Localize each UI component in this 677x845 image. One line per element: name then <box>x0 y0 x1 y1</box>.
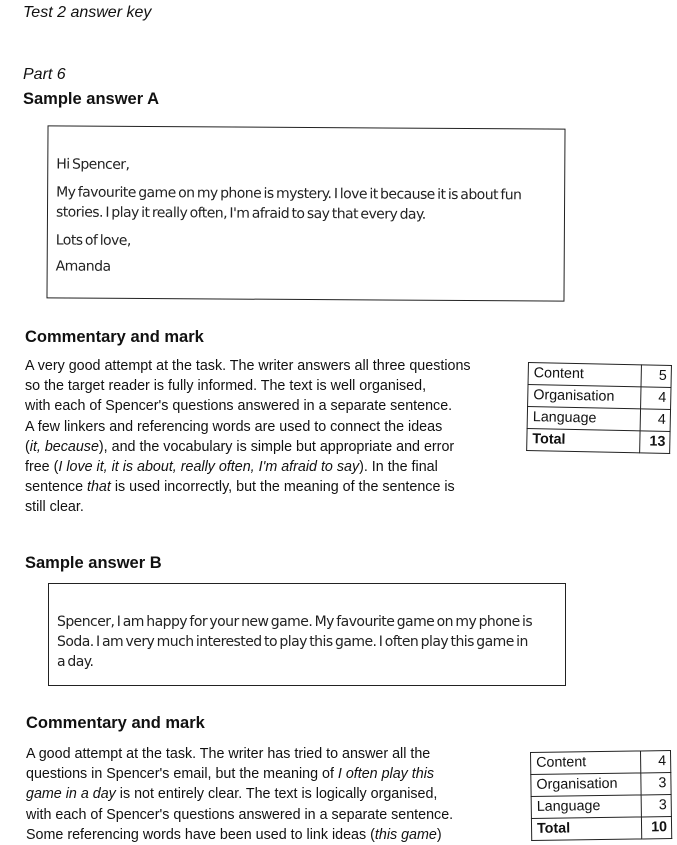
marks-row <box>531 795 671 819</box>
sample-a-greeting: Hi Spencer, <box>56 156 130 173</box>
sample-b-commentary-heading: Commentary and mark <box>26 714 205 732</box>
sample-a-marks-table <box>526 362 672 454</box>
commentary-line: sentence that is used incorrectly, but the meaning of the sentence is <box>25 479 455 496</box>
sample-b-marks-table <box>530 750 672 841</box>
marks-label: Organisation <box>528 385 641 409</box>
commentary-line: questions in Spencer's email, but the meaning of I often play this <box>26 766 435 783</box>
commentary-line: A good attempt at the task. The writer has tried to answer all the <box>26 746 431 762</box>
commentary-line: A few linkers and referencing words are used to connect the ideas <box>25 418 443 435</box>
sample-a-commentary-heading: Commentary and mark <box>25 328 204 346</box>
marks-label: Total <box>531 817 641 841</box>
sample-b-body-line: Spencer, I am happy for your new game. My favourite game on my phone is <box>57 614 533 630</box>
sample-b-commentary <box>26 744 453 845</box>
marks-label: Total <box>527 428 640 452</box>
marks-score: 10 <box>641 817 671 839</box>
sample-a-body-line: stories. I play it really often, I'm afraid to say that every day. <box>55 204 426 223</box>
marks-row <box>531 773 671 797</box>
sample-a-signature: Amanda <box>55 258 111 275</box>
commentary-line: with each of Spencer's questions answered in a separate sentence. <box>25 398 453 415</box>
commentary-line: (it, because), and the vocabulary is simple but appropriate and error <box>25 438 455 455</box>
sample-b-heading: Sample answer B <box>25 554 162 572</box>
sample-b-body-line: a day. <box>57 654 94 670</box>
marks-score: 3 <box>641 773 671 795</box>
sample-a-answer-box <box>46 125 565 301</box>
marks-row <box>528 385 671 410</box>
sample-a-body-line: My favourite game on my phone is mystery. I love it because it is about fun <box>56 184 522 204</box>
marks-label: Content <box>528 363 641 387</box>
sample-a-closing: Lots of love, <box>55 232 131 249</box>
part-label: Part 6 <box>23 66 66 83</box>
sample-a-heading: Sample answer A <box>23 90 160 108</box>
commentary-line: game in a day is not entirely clear. The text is logically organised, <box>26 786 438 803</box>
marks-score: 4 <box>640 409 670 432</box>
commentary-line: A very good attempt at the task. The writer answers all three questions <box>25 358 471 374</box>
marks-label: Content <box>531 751 641 775</box>
marks-total-row <box>531 817 671 841</box>
marks-score: 3 <box>641 795 671 817</box>
marks-score: 5 <box>641 365 671 388</box>
marks-row <box>527 407 670 432</box>
commentary-line: still clear. <box>25 499 84 516</box>
marks-label: Language <box>527 407 640 431</box>
sample-b-body-line: Soda. I am very much interested to play this game. I often play this game in <box>57 634 528 650</box>
marks-label: Organisation <box>531 773 641 797</box>
marks-row <box>531 751 671 775</box>
sample-a-commentary <box>25 356 471 518</box>
marks-total-row <box>527 428 670 453</box>
marks-score: 4 <box>641 387 671 410</box>
commentary-line: free (I love it, it is about, really often, I'm afraid to say). In the final <box>25 459 438 476</box>
marks-label: Language <box>531 795 641 819</box>
marks-score: 4 <box>640 751 670 773</box>
marks-score: 13 <box>640 431 670 454</box>
commentary-line: so the target reader is fully informed. The text is well organised, <box>25 378 427 395</box>
commentary-line: with each of Spencer's questions answered in a separate sentence. <box>26 806 454 823</box>
marks-row <box>528 363 671 388</box>
commentary-line: Some referencing words have been used to link ideas (this game) <box>26 826 442 843</box>
page-header: Test 2 answer key <box>23 4 152 21</box>
sample-b-answer-box <box>48 583 566 686</box>
